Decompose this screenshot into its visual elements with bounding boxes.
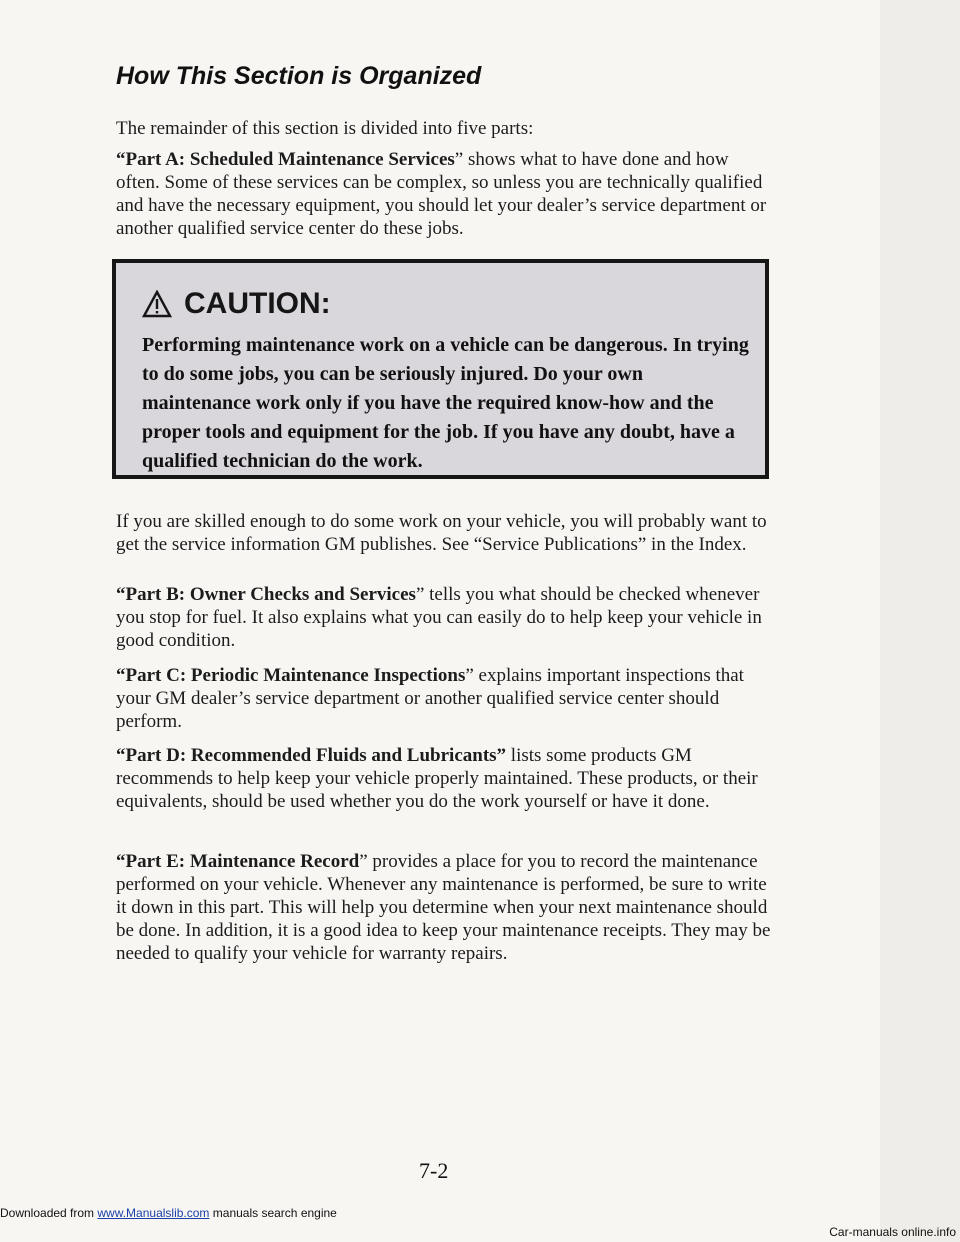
skilled-paragraph: If you are skilled enough to do some work on your vehicle, you will probably want to get the service information GM publishes. See “Service Publications” in the Index. [116,511,767,555]
footer-suffix: manuals search engine [209,1206,337,1220]
part-c-label: “Part C: Periodic Maintenance Inspections [116,665,466,686]
part-e-paragraph [116,850,776,965]
part-b-label: “Part B: Owner Checks and Services [116,584,416,605]
watermark-text: Car-manuals online.info [829,1225,956,1239]
part-c-text: ” explains important inspections that your GM dealer’s service department or another qualified service center should perform. [116,665,744,732]
footer-prefix: Downloaded from [0,1206,98,1220]
part-a-paragraph [116,148,776,240]
page-margin [880,0,960,1242]
warning-triangle-icon [142,290,172,318]
part-b-paragraph [116,583,776,652]
caution-text: Performing maintenance work on a vehicle can be dangerous. In trying to do some jobs, you can be seriously injured. Do your own maintenance work only if you have the required know-how and the proper tools and equipment for the job. If you have any doubt, have a qualified technician do the work. [142,334,749,472]
section-heading: How This Section is Organized [116,62,482,90]
part-c-paragraph [116,664,776,733]
intro-paragraph: The remainder of this section is divided into five parts: [116,118,534,139]
caution-header [142,287,331,321]
part-a-label: “Part A: Scheduled Maintenance Services [116,149,455,170]
part-e-label: “Part E: Maintenance Record [116,851,360,872]
part-e-text: ” provides a place for you to record the maintenance performed on your vehicle. Whenever any maintenance is performed, be sure to write it down in this part. This will help you determine when your next maintenance should be done. In addition, it is a good idea to keep your maintenance receipts. They may be needed to qualify your vehicle for warranty repairs. [116,851,771,964]
caution-title: CAUTION: [184,287,331,320]
manualslib-link[interactable]: www.Manualslib.com [97,1206,210,1220]
part-d-text: lists some products GM recommends to help keep your vehicle properly maintained. These products, or their equivalents, should be used whether you do the work yourself or have it done. [116,745,758,812]
download-footer [0,1206,337,1220]
caution-box [112,259,769,479]
part-d-paragraph [116,744,776,813]
part-a-text: ” shows what to have done and how often. Some of these services can be complex, so unless you are technically qualified and have the necessary equipment, you should let your dealer’s service department or another qualified service center do these jobs. [116,149,767,239]
part-d-label: “Part D: Recommended Fluids and Lubricants” [116,745,507,766]
page-number: 7-2 [419,1158,449,1183]
part-b-text: ” tells you what should be checked whenever you stop for fuel. It also explains what you can easily do to help keep your vehicle in good condition. [116,584,762,651]
